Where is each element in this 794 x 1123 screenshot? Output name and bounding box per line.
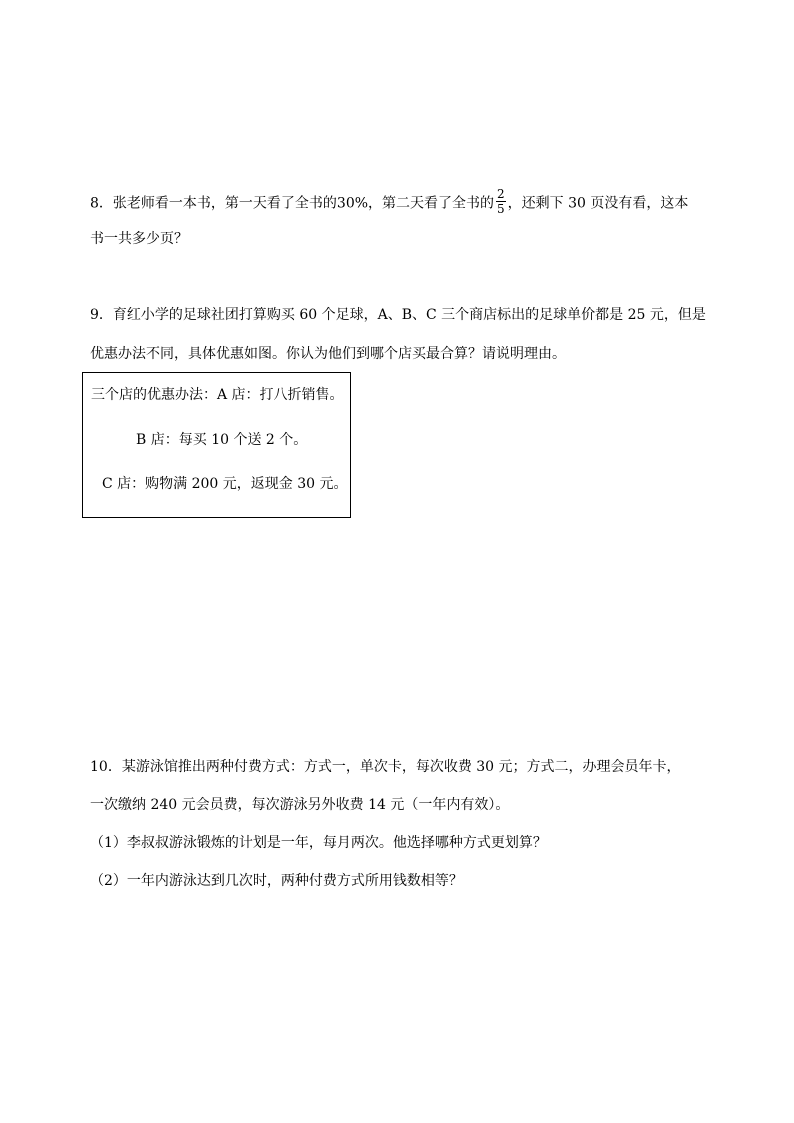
q8-fraction-denominator: 5 xyxy=(497,202,505,216)
discount-info-box xyxy=(82,372,351,518)
discount-box-line-2: B 店：每买 10 个送 2 个。 xyxy=(136,432,308,448)
discount-box-line-3: C 店：购物满 200 元，返现金 30 元。 xyxy=(102,476,348,492)
q9-line-1: 9．育红小学的足球社团打算购买 60 个足球，A、B、C 三个商店标出的足球单价都是 25 元，但是 xyxy=(90,307,706,323)
q8-text-before-fraction: 8．张老师看一本书，第一天看了全书的30%，第二天看了全书的 xyxy=(90,195,495,212)
q10-line-2: 一次缴纳 240 元会员费，每次游泳另外收费 14 元（一年内有效）。 xyxy=(90,797,510,813)
q8-line-1 xyxy=(90,187,689,217)
q8-fraction-numerator: 2 xyxy=(497,187,505,201)
q9-line-2: 优惠办法不同，具体优惠如图。你认为他们到哪个店买最合算？请说明理由。 xyxy=(90,346,566,362)
q8-fraction xyxy=(496,188,506,215)
q8-line-2: 书一共多少页？ xyxy=(90,231,188,247)
q8-text-after-fraction: ，还剩下 30 页没有看，这本 xyxy=(507,195,689,212)
q10-sub-question-2: （2）一年内游泳达到几次时，两种付费方式所用钱数相等？ xyxy=(90,873,463,889)
discount-box-line-1: 三个店的优惠办法：A 店：打八折销售。 xyxy=(91,387,344,403)
q10-line-1: 10．某游泳馆推出两种付费方式：方式一，单次卡，每次收费 30 元；方式二，办理会员年卡， xyxy=(90,759,681,775)
q10-sub-question-1: （1）李叔叔游泳锻炼的计划是一年，每月两次。他选择哪种方式更划算？ xyxy=(90,835,547,851)
